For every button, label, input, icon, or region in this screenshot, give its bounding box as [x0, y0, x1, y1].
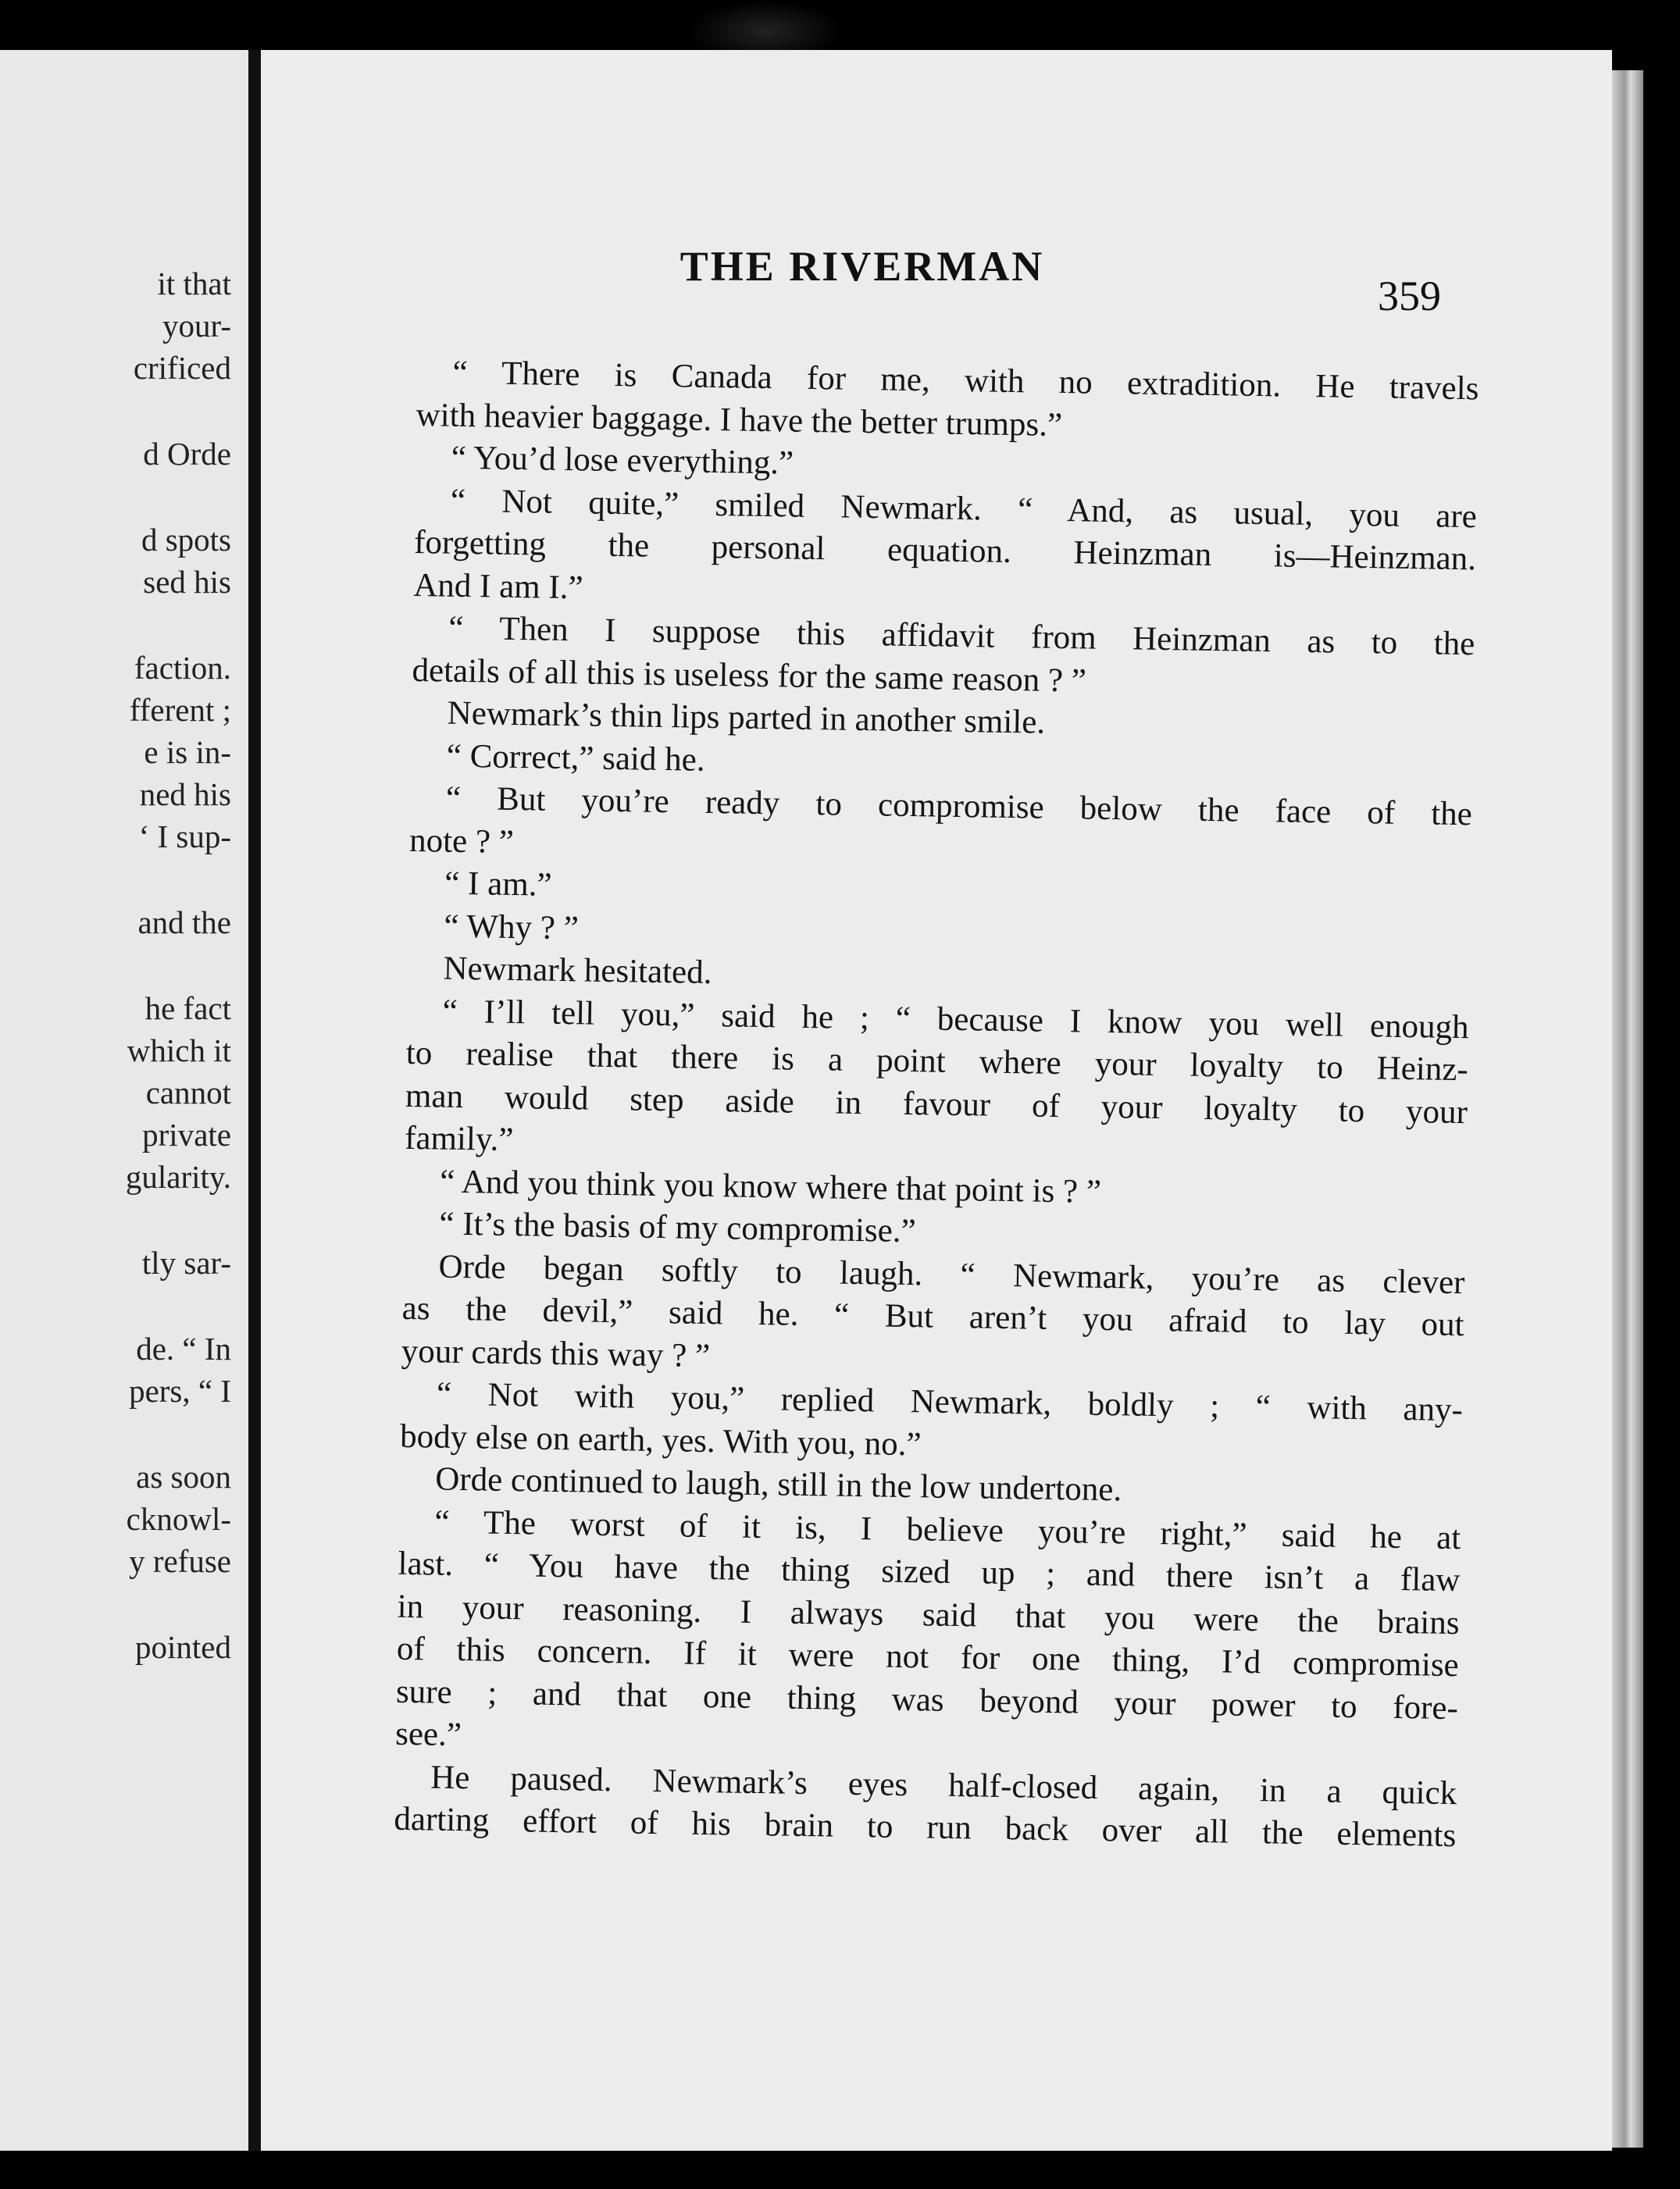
previous-page [0, 50, 248, 2151]
text-line: sure ; and that one thing was beyond your power to fore- [395, 1673, 1459, 1727]
left-page-line: y refuse [129, 1543, 231, 1579]
left-page-line: cknowl- [126, 1501, 231, 1537]
text-line: “ Why ? ” [444, 907, 580, 947]
text-line: “ Not quite,” smiled Newmark. “ And, as usual, you are [450, 482, 1478, 535]
text-line: He paused. Newmark’s eyes half-closed again, in a quick [430, 1759, 1457, 1812]
text-line: And I am I.” [412, 566, 583, 606]
left-page-line: your- [162, 308, 231, 344]
text-line: man would step aside in favour of your loyalty to your [405, 1077, 1468, 1131]
text-line: “ The worst of it is, I believe you’re right,” said he at [434, 1503, 1461, 1556]
text-line: “ You’d lose everything.” [451, 439, 794, 482]
text-line: body else on earth, yes. With you, no.” [399, 1417, 922, 1463]
book-gutter [248, 50, 261, 2151]
text-line: Orde continued to laugh, still in the low undertone. [434, 1460, 1122, 1509]
text-line: “ Correct,” said he. [446, 737, 705, 779]
left-page-line: and the [137, 904, 231, 940]
left-page-line: private [142, 1117, 231, 1153]
text-line: your cards this way ? ” [401, 1332, 711, 1374]
left-page-line: pers, “ I [129, 1373, 231, 1409]
text-line: of this concern. If it were not for one thing, I’d compromise [396, 1630, 1460, 1685]
book-page [261, 50, 1612, 2151]
left-page-line: as soon [136, 1459, 231, 1495]
text-line: family.” [404, 1119, 514, 1159]
text-line: with heavier baggage. I have the better trumps.” [416, 396, 1063, 444]
text-line: note ? ” [408, 822, 515, 861]
left-page-line: ‘ I sup- [138, 818, 231, 854]
text-line: “ I’ll tell you,” said he ; “ because I know you well enough [442, 993, 1469, 1046]
left-page-line: ned his [139, 776, 231, 812]
text-line: last. “ You have the thing sized up ; and there isn’t a flaw [398, 1545, 1461, 1599]
left-page-line: tly sar- [141, 1245, 231, 1281]
text-line: as the devil,” said he. “ But aren’t you afraid to lay out [401, 1289, 1464, 1344]
left-page-line: gularity. [125, 1159, 231, 1195]
text-line: see.” [394, 1715, 462, 1754]
left-page-line: which it [127, 1032, 231, 1068]
body-text [394, 351, 1479, 1858]
left-page-line: d spots [141, 522, 231, 558]
text-line: darting effort of his brain to run back over all the elements [394, 1800, 1457, 1855]
left-page-line: cannot [145, 1075, 231, 1111]
text-line: “ Not with you,” replied Newmark, boldly ; “ with any- [436, 1375, 1464, 1429]
left-page-line: e is in- [144, 734, 231, 770]
running-head: THE RIVERMAN [679, 243, 1045, 290]
left-page-line: sed his [143, 564, 231, 600]
left-page-line: he fact [144, 990, 231, 1026]
text-line: Newmark’s thin lips parted in another smile. [447, 694, 1046, 741]
left-page-line: it that [157, 266, 231, 301]
text-line: “ It’s the basis of my compromise.” [439, 1205, 916, 1250]
text-line: “ And you think you know where that point is ? ” [439, 1163, 1102, 1210]
left-page-line: pointed [135, 1629, 231, 1665]
text-line: “ But you’re ready to compromise below the face of the [445, 779, 1473, 833]
text-line: to realise that there is a point where your loyalty to Heinz- [405, 1034, 1469, 1089]
text-line: “ I am.” [444, 865, 552, 904]
page-edge [1612, 70, 1643, 2148]
text-line: “ Then I suppose this affidavit from Heinzman as to the [448, 609, 1475, 663]
text-line: Newmark hesitated. [443, 950, 712, 992]
page-number: 359 [1378, 273, 1441, 319]
text-line: Orde began softly to laugh. “ Newmark, you’re as clever [438, 1248, 1465, 1301]
text-line: details of all this is useless for the same reason ? ” [412, 651, 1087, 700]
text-line: “ There is Canada for me, with no extradition. He travels [452, 354, 1479, 408]
left-page-line: d Orde [143, 436, 231, 472]
left-page-line: faction. [134, 650, 231, 686]
left-page-line: crificed [133, 350, 231, 386]
left-page-line: fferent ; [129, 692, 231, 728]
text-line: forgetting the personal equation. Heinzman is—Heinzman. [413, 523, 1477, 578]
left-page-line: de. “ In [136, 1331, 231, 1367]
text-line: in your reasoning. I always said that you were the brains [397, 1588, 1460, 1642]
